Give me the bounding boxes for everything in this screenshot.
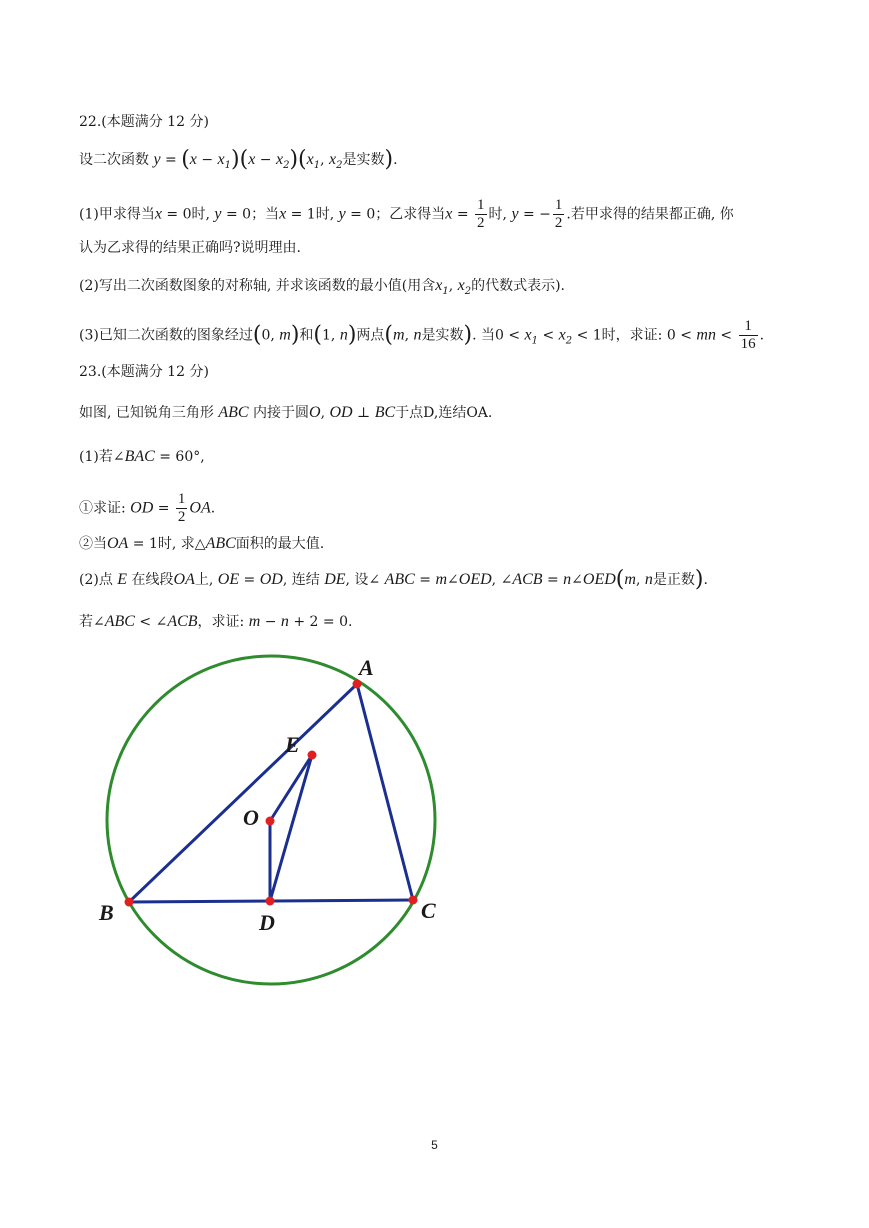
q23-sub1: ①求证: OD = $\frac{1}{2}$ OA. bbox=[79, 491, 216, 525]
q22-part1: (1)甲求得当x = 0时, y = 0；当x = 1时, y = 0；乙求得当x = $\frac{1}{2}$ 时, y = − $\frac{1}{2}$ .若甲求得的结果都正确, 你 bbox=[79, 197, 734, 231]
label-d: D bbox=[259, 910, 275, 935]
page-number: 5 bbox=[431, 1138, 438, 1152]
label-o: O bbox=[243, 805, 259, 830]
point-o bbox=[266, 817, 275, 826]
point-c bbox=[409, 896, 418, 905]
q22-part2: (2)写出二次函数图象的对称轴, 并求该函数的最小值(用含$x_1$, $x_2$的代数式表示). bbox=[79, 277, 565, 297]
circle-triangle-diagram bbox=[95, 650, 455, 1000]
point-b bbox=[125, 898, 134, 907]
q23-part2: (2)点 E 在线段OA上, OE = OD, 连结 DE, 设∠ ABC = m∠OED, ∠ACB = n∠OED(m, n是正数). bbox=[79, 567, 708, 592]
q22-part3: (3)已知二次函数的图象经过(0, m)和(1, n)两点(m, n是实数). 当$0 < x_1 < x_2 < 1$时，求证: 0 < mn < $\frac{1}{16}$ . bbox=[79, 318, 765, 352]
fraction-one-half: $\frac{1}{2}$ bbox=[477, 197, 485, 231]
label-c: C bbox=[421, 898, 436, 923]
point-d bbox=[266, 897, 275, 906]
label-e: E bbox=[285, 732, 300, 757]
segment-ac bbox=[357, 684, 413, 900]
point-a bbox=[353, 680, 362, 689]
q23-sub2: ②当OA = 1时, 求△ABC面积的最大值. bbox=[79, 535, 325, 552]
segment-de bbox=[270, 755, 312, 901]
label-a: A bbox=[359, 655, 374, 680]
fraction-one-half-oa: $\frac{1}{2}$ bbox=[177, 491, 186, 525]
point-e bbox=[308, 751, 317, 760]
q22-intro: 设二次函数 $y = (x - x_1)(x - x_2)(x_1$, $x_2$是实数). bbox=[79, 147, 398, 172]
fraction-one-sixteenth: $\frac{1}{16}$ bbox=[740, 318, 756, 352]
q23-part1: (1)若∠BAC = 60°, bbox=[79, 448, 205, 465]
q23-intro: 如图, 已知锐角三角形 ABC 内接于圆O, OD ⊥ BC于点D,连结OA. bbox=[79, 404, 493, 421]
q22-part1-line2: 认为乙求得的结果正确吗?说明理由. bbox=[79, 240, 301, 256]
segment-ab bbox=[129, 684, 357, 902]
q23-condition: 若∠ABC < ∠ACB，求证: m − n + 2 = 0. bbox=[79, 613, 353, 630]
q23-header: 23.(本题满分 12 分) bbox=[79, 364, 209, 380]
label-b: B bbox=[99, 900, 114, 925]
segment-oe bbox=[270, 755, 312, 821]
geometry-figure bbox=[95, 650, 455, 1004]
q22-header: 22.(本题满分 12 分) bbox=[79, 114, 209, 130]
fraction-minus-one-half: $\frac{1}{2}$ bbox=[554, 197, 563, 231]
